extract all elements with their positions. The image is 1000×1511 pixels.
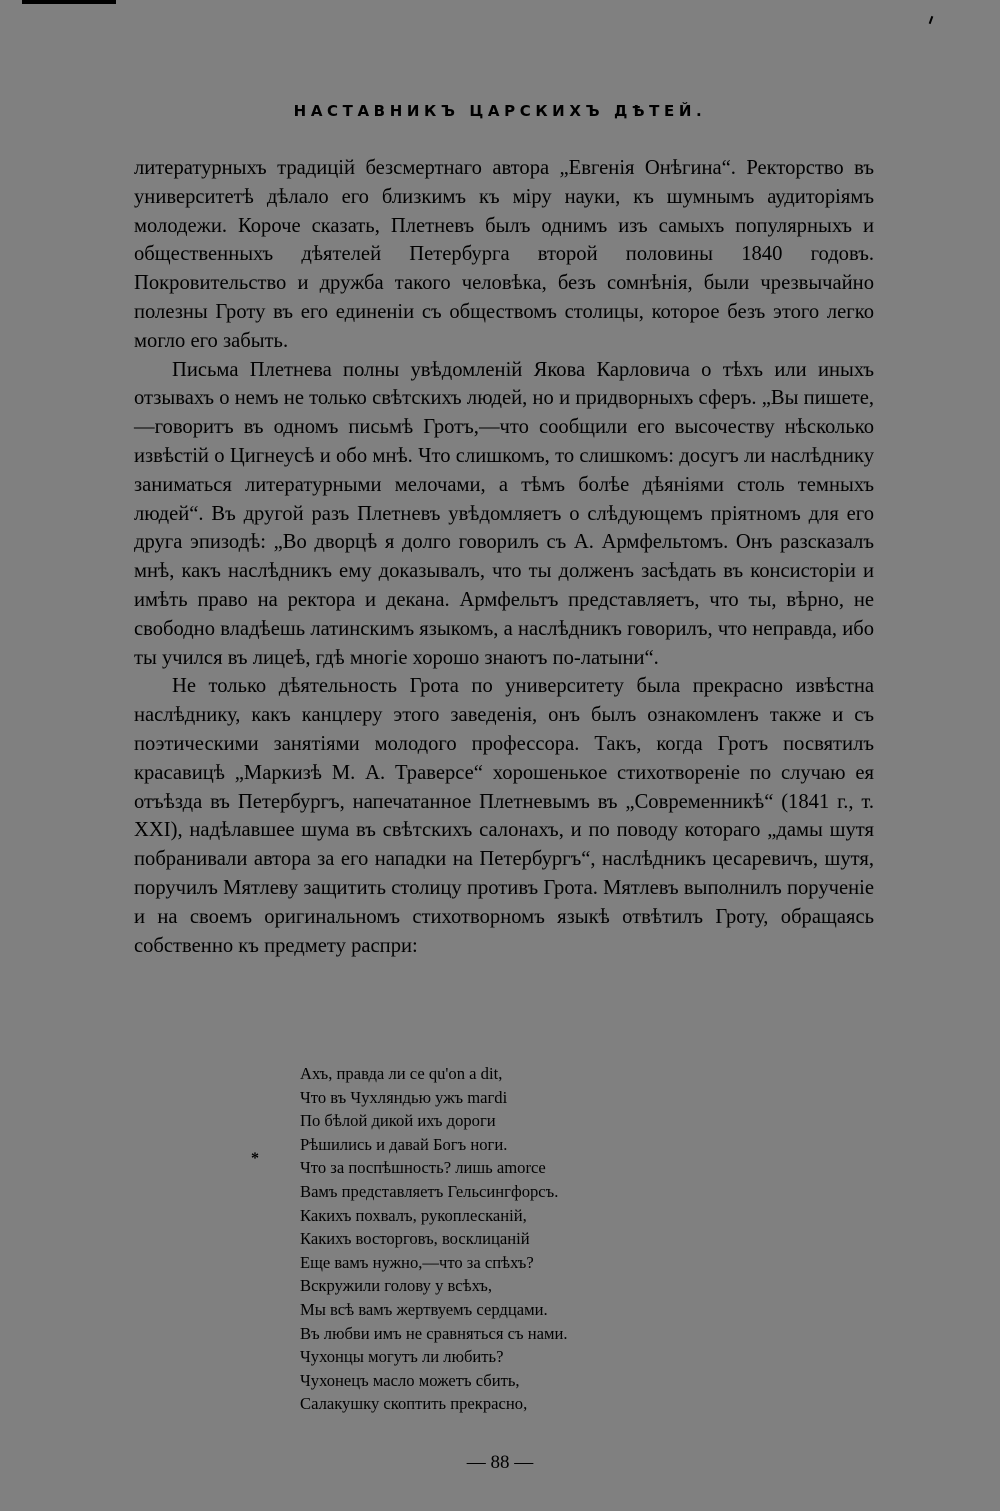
poem-line: Чухонцы могутъ ли любить? (300, 1347, 504, 1367)
paragraph: Не только дѣятельность Грота по университету была прекрасно извѣстна наслѣднику, какъ канцлеру этого заведенія, онъ былъ ознакомленъ также и съ поэтическими занятіями молодого профессора. Такъ, когда Гротъ посвятилъ красавицѣ „Маркизѣ М. А. Траверсе“ хорошенькое стихотвореніе по случаю ея отъѣзда въ Петербургъ, напечатанное Плетневымъ въ „Современникѣ“ (1841 г., т. XXI), надѣлавшее шума въ свѣтскихъ салонахъ, и по поводу котораго „дамы шутя побранивали автора за его нападки на Петербургъ“, наслѣдникъ цесаревичъ, шутя, поручилъ Мятлеву защитить столицу противъ Грота. Мятлевъ выполнилъ порученіе и на своемъ оригинальномъ стихотворномъ языкѣ отвѣтилъ Гроту, обращаясь собственно къ предмету распри: (134, 675, 874, 957)
poem-line: Вскружили голову у всѣхъ, (300, 1276, 493, 1296)
poem-line: Салакушку скоптить прекрасно, (300, 1394, 528, 1414)
poem-line: Рѣшились и давай Богъ ноги. (300, 1134, 508, 1154)
margin-mark: * (251, 1150, 259, 1167)
running-head: НАСТАВНИКЪ ЦАРСКИХЪ ДѢТЕЙ. (293, 102, 707, 120)
poem-line: Еще вамъ нужно,—что за спѣхъ? (300, 1252, 534, 1272)
poem-line: Какихъ восторговъ, восклицаній (300, 1229, 530, 1249)
poem-line: По бѣлой дикой ихъ дороги (300, 1111, 496, 1131)
poem-line: Мы всѣ вамъ жертвуемъ сердцами. (300, 1299, 548, 1319)
corner-mark (929, 16, 934, 24)
poem (300, 1062, 720, 1416)
poem-line: Что за поспѣшность? лишь amorce (300, 1158, 546, 1178)
poem-line: Какихъ похвалъ, рукоплесканій, (300, 1205, 527, 1225)
poem-line: Что въ Чухляндью ужъ maгdi (300, 1087, 508, 1107)
poem-line: Чухонецъ масло можетъ сбить, (300, 1370, 520, 1390)
paragraph: Письма Плетнева полны увѣдомленій Якова Карловича о тѣхъ или иныхъ отзывахъ о немъ не только свѣтскихъ людей, но и придворныхъ сферъ. „Вы пишете,—говоритъ въ одномъ письмѣ Гротъ,—что сообщили его высочеству нѣсколько извѣстій о Цигнеусѣ и обо мнѣ. Что слишкомъ, то слишкомъ: досугъ ли наслѣднику заниматься литературными мелочами, а тѣмъ болѣе дѣяніями столь темныхъ людей“. Въ другой разъ Плетневъ увѣдомляетъ о слѣдующемъ пріятномъ для его друга эпизодѣ: „Во дворцѣ я долго говорилъ съ А. Армфельтомъ. Онъ разсказалъ мнѣ, какъ наслѣдникъ ему доказывалъ, что ты долженъ засѣдать въ консисторіи и имѣть право на ректора и декана. Армфельтъ представляетъ, что ты, вѣрно, не свободно владѣешь латинскимъ языкомъ, а наслѣдникъ говорилъ, что неправда, ибо ты учился въ лицеѣ, гдѣ многіе хорошо знаютъ по-латыни“. (134, 358, 874, 669)
poem-line: Въ любви имъ не сравняться съ нами. (300, 1323, 568, 1343)
paragraph: литературныхъ традицій безсмертнаго автора „Евгенія Онѣгина“. Ректорство въ университетѣ дѣлало его близкимъ къ міру науки, къ шумнымъ аудиторіямъ молодежи. Короче сказать, Плетневъ былъ однимъ изъ самыхъ популярныхъ и общественныхъ дѣятелей Петербурга второй половины 1840 годовъ. Покровительство и дружба такого человѣка, безъ сомнѣнія, были чрезвычайно полезны Гроту въ его единеніи съ обществомъ столицы, которое безъ этого легко могло его забыть. (134, 157, 874, 352)
poem-line: Вамъ представляетъ Гельсингфорсъ. (300, 1181, 559, 1201)
top-edge-rule (22, 0, 116, 4)
body-text (134, 154, 874, 960)
poem-line: Ахъ, правда ли се qu'on a dit, (300, 1064, 503, 1083)
page-number: — 88 — (466, 1452, 534, 1473)
